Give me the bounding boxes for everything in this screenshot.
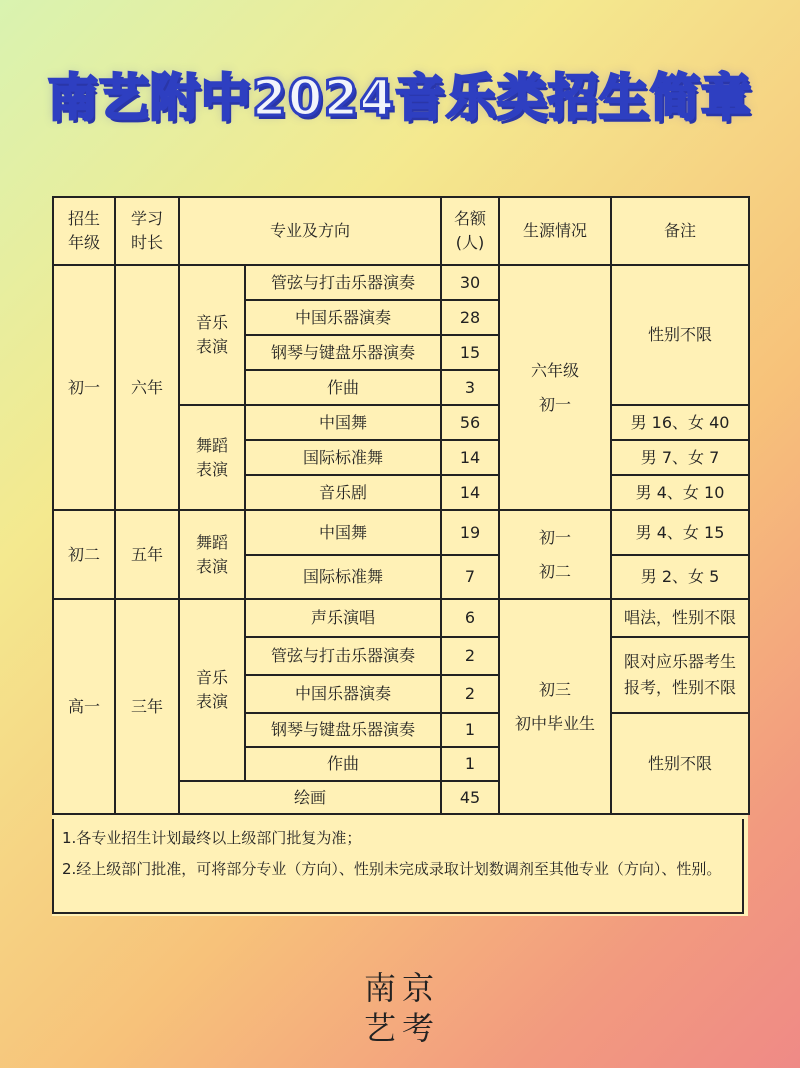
- major-cell: 声乐演唱: [245, 599, 441, 637]
- major-cell: 作曲: [245, 747, 441, 781]
- quota-cell: 30: [441, 265, 499, 300]
- note-item: 1.各专业招生计划最终以上级部门批复为准；: [62, 829, 362, 847]
- major-cell: 中国舞: [245, 510, 441, 555]
- quota-cell: 15: [441, 335, 499, 370]
- major-cell: 中国舞: [245, 405, 441, 440]
- category-cell: 音乐 表演: [179, 265, 245, 405]
- grade-cell: 高一: [53, 599, 115, 814]
- quota-cell: 14: [441, 440, 499, 475]
- quota-cell: 7: [441, 555, 499, 599]
- remark-cell: 男 7、女 7: [611, 440, 749, 475]
- header-source: 生源情况: [499, 197, 611, 265]
- header-duration: 学习 时长: [115, 197, 179, 265]
- remark-cell: 性别不限: [611, 265, 749, 405]
- brand-stamp: [362, 968, 442, 1048]
- remark-cell: 男 4、女 15: [611, 510, 749, 555]
- remark-cell: 男 2、女 5: [611, 555, 749, 599]
- major-cell: 国际标准舞: [245, 555, 441, 599]
- major-cell: 钢琴与键盘乐器演奏: [245, 335, 441, 370]
- duration-cell: 五年: [115, 510, 179, 599]
- quota-cell: 56: [441, 405, 499, 440]
- quota-cell: 28: [441, 300, 499, 335]
- quota-cell: 2: [441, 675, 499, 713]
- major-cell: 中国乐器演奏: [245, 675, 441, 713]
- header-remarks: 备注: [611, 197, 749, 265]
- grade-cell: 初二: [53, 510, 115, 599]
- major-cell: 管弦与打击乐器演奏: [245, 637, 441, 675]
- table-row: [53, 265, 749, 300]
- quota-cell: 45: [441, 781, 499, 814]
- quota-cell: 1: [441, 747, 499, 781]
- page-title: 南艺附中2024音乐类招生简章: [47, 69, 753, 127]
- header-major: 专业及方向: [179, 197, 441, 265]
- table-header-row: [53, 197, 749, 265]
- category-cell: 舞蹈 表演: [179, 405, 245, 510]
- major-cell: 作曲: [245, 370, 441, 405]
- header-quota: 名额 (人): [441, 197, 499, 265]
- quota-cell: 3: [441, 370, 499, 405]
- quota-cell: 19: [441, 510, 499, 555]
- source-cell: 初三 初中毕业生: [499, 599, 611, 814]
- note-item: 2.经上级部门批准，可将部分专业（方向）、性别未完成录取计划数调剂至其他专业（方向）、性别。: [62, 860, 722, 879]
- header-grade: 招生 年级: [53, 197, 115, 265]
- stamp-line: 南京: [363, 969, 440, 1007]
- major-cell: 音乐剧: [245, 475, 441, 510]
- major-cell: 中国乐器演奏: [245, 300, 441, 335]
- quota-cell: 6: [441, 599, 499, 637]
- duration-cell: 三年: [115, 599, 179, 814]
- category-cell: 音乐 表演: [179, 599, 245, 781]
- duration-cell: 六年: [115, 265, 179, 510]
- notes-box: [52, 819, 744, 914]
- source-cell: 六年级 初一: [499, 265, 611, 510]
- category-cell: 舞蹈 表演: [179, 510, 245, 599]
- stamp-line: 艺考: [363, 1009, 440, 1047]
- source-cell: 初一 初二: [499, 510, 611, 599]
- remark-cell: 男 4、女 10: [611, 475, 749, 510]
- quota-cell: 2: [441, 637, 499, 675]
- table-row: [53, 599, 749, 637]
- remark-cell: 男 16、女 40: [611, 405, 749, 440]
- quota-cell: 14: [441, 475, 499, 510]
- major-cell: 绘画: [179, 781, 441, 814]
- major-cell: 钢琴与键盘乐器演奏: [245, 713, 441, 747]
- table-row: [53, 510, 749, 555]
- major-cell: 国际标准舞: [245, 440, 441, 475]
- remark-cell: 限对应乐器考生 报考，性别不限: [611, 637, 749, 713]
- quota-cell: 1: [441, 713, 499, 747]
- remark-cell: 唱法，性别不限: [611, 599, 749, 637]
- major-cell: 管弦与打击乐器演奏: [245, 265, 441, 300]
- admission-table: [52, 196, 750, 815]
- grade-cell: 初一: [53, 265, 115, 510]
- remark-cell: 性别不限: [611, 713, 749, 814]
